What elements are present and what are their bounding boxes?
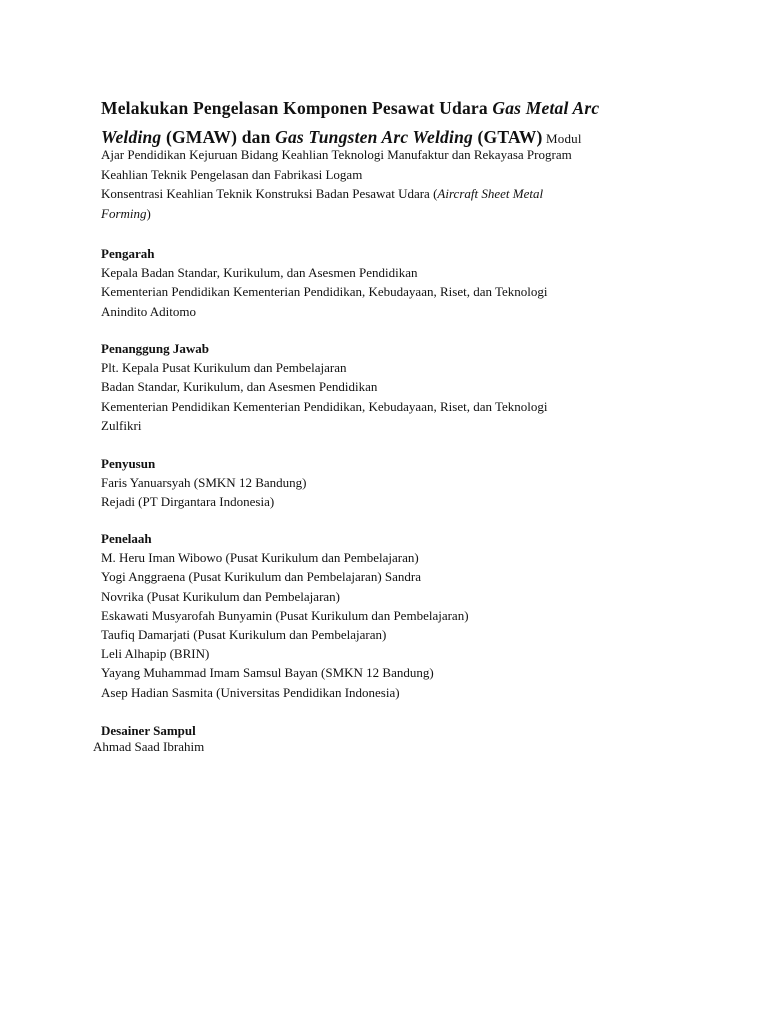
- intro-line-1: Ajar Pendidikan Kejuruan Bidang Keahlian Teknologi Manufaktur dan Rekayasa Program: [101, 147, 572, 162]
- section-line: Rejadi (PT Dirgantara Indonesia): [101, 494, 275, 510]
- section-line: Anindito Aditomo: [101, 303, 196, 319]
- section-penanggung-jawab: [101, 339, 701, 435]
- section-line: Badan Standar, Kurikulum, dan Asesmen Pendidikan: [101, 379, 378, 395]
- section-desainer-sampul: [93, 721, 701, 756]
- section-line: Yogi Anggraena (Pusat Kurikulum dan Pembelajaran) Sandra: [101, 569, 422, 585]
- intro-line-3-text: Konsentrasi Keahlian Teknik Konstruksi Badan Pesawat Udara (: [101, 186, 438, 201]
- section-line: M. Heru Iman Wibowo (Pusat Kurikulum dan Pembelajaran): [101, 550, 419, 566]
- section-line: Kementerian Pendidikan Kementerian Pendidikan, Kebudayaan, Riset, dan Teknologi: [101, 398, 548, 414]
- section-heading: Penelaah: [101, 531, 152, 546]
- section-heading: Penyusun: [101, 456, 156, 471]
- section-line: Leli Alhapip (BRIN): [101, 646, 210, 662]
- intro-line-4-text: ): [146, 205, 151, 221]
- intro-line-3: [101, 184, 661, 204]
- section-heading: Desainer Sampul: [101, 723, 196, 738]
- section-penyusun: [101, 454, 701, 512]
- intro-line-4: [101, 204, 661, 224]
- section-line: Yayang Muhammad Imam Samsul Bayan (SMKN 12 Bandung): [101, 665, 434, 681]
- title-part-3: (GMAW) dan: [161, 127, 276, 147]
- section-line: Kepala Badan Standar, Kurikulum, dan Asesmen Pendidikan: [101, 265, 418, 281]
- intro-line-3-italic: Aircraft Sheet Metal: [437, 186, 544, 201]
- section-line: Eskawati Musyarofah Bunyamin (Pusat Kurikulum dan Pembelajaran): [101, 607, 469, 623]
- section-heading: Penanggung Jawab: [101, 341, 209, 356]
- section-line: Faris Yanuarsyah (SMKN 12 Bandung): [101, 475, 307, 491]
- section-line: Taufiq Damarjati (Pusat Kurikulum dan Pembelajaran): [101, 627, 387, 643]
- title-modul: Modul: [542, 131, 582, 146]
- intro-paragraph: [101, 145, 661, 223]
- intro-line-2: Keahlian Teknik Pengelasan dan Fabrikasi Logam: [101, 166, 363, 182]
- title-part-1: Melakukan Pengelasan Komponen Pesawat Udara: [101, 98, 493, 118]
- section-line: Plt. Kepala Pusat Kurikulum dan Pembelajaran: [101, 360, 347, 376]
- section-line: Novrika (Pusat Kurikulum dan Pembelajaran): [101, 588, 340, 604]
- intro-line-4-italic: Forming: [101, 205, 147, 221]
- section-line: Kementerian Pendidikan Kementerian Pendidikan, Kebudayaan, Riset, dan Teknologi: [101, 284, 548, 300]
- section-heading: Pengarah: [101, 246, 155, 261]
- section-line: Asep Hadian Sasmita (Universitas Pendidikan Indonesia): [101, 684, 400, 700]
- title-gmaw-italic: Gas Metal Arc Welding: [101, 98, 600, 147]
- section-line: Ahmad Saad Ibrahim: [93, 739, 205, 755]
- section-line: Zulfikri: [101, 417, 142, 433]
- section-penelaah: [101, 529, 701, 702]
- title-part-5: (GTAW): [472, 127, 543, 147]
- section-pengarah: [101, 244, 701, 321]
- title-gtaw-italic: Gas Tungsten Arc Welding: [275, 127, 473, 147]
